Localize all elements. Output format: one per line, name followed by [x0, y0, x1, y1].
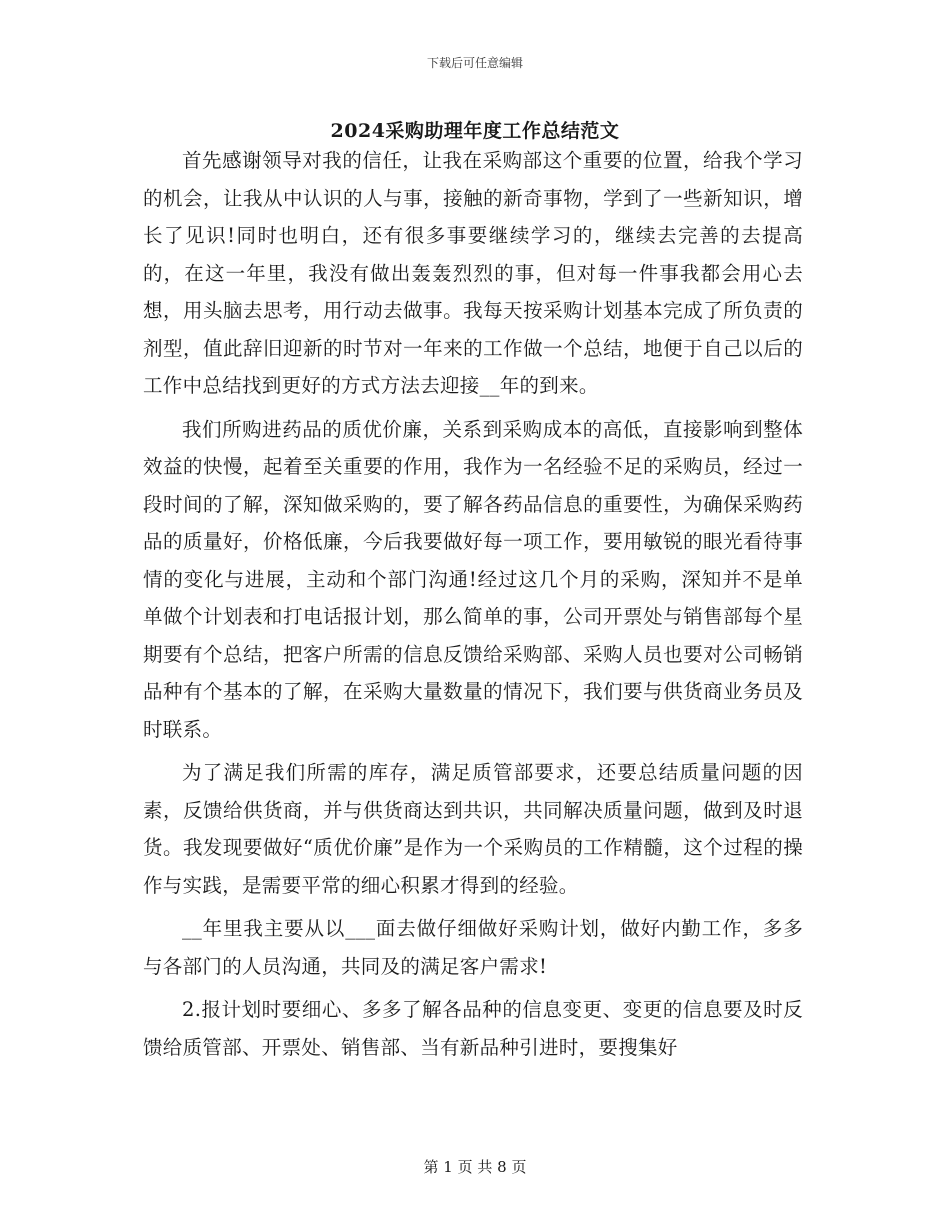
paragraph: 为了满足我们所需的库存，满足质管部要求，还要总结质量问题的因素，反馈给供货商，并与供货商达到共识，共同解决质量问题，做到及时退货。我发现要做好“质优价廉”是作为一个采购员的工作精髓，这个过程的操作与实践，是需要平常的细心积累才得到的经验。: [143, 761, 803, 897]
paragraph: 首先感谢领导对我的信任，让我在采购部这个重要的位置，给我个学习的机会，让我从中认识的人与事，接触的新奇事物，学到了一些新知识，增长了见识!同时也明白，还有很多事要继续学习的，继续去完善的去提高的，在这一年里，我没有做出轰轰烈烈的事，但对每一件事我都会用心去想，用头脑去思考，用行动去做事。我每天按采购计划基本完成了所负责的剂型，值此辞旧迎新的时节对一年来的工作做一个总结，地便于自己以后的工作中总结找到更好的方式方法去迎接__年的到来。: [143, 149, 803, 397]
paragraph: 2.报计划时要细心、多多了解各品种的信息变更、变更的信息要及时反馈给质管部、开票处、销售部、当有新品种引进时，要搜集好: [143, 998, 803, 1059]
paragraph: __年里我主要从以___面去做仔细做好采购计划，做好内勤工作，多多与各部门的人员沟通，共同及的满足客户需求!: [143, 917, 803, 978]
paragraph: 我们所购进药品的质优价廉，关系到采购成本的高低，直接影响到整体效益的快慢，起着至关重要的作用，我作为一名经验不足的采购员，经过一段时间的了解，深知做采购的，要了解各药品信息的重要性，为确保采购药品的质量好，价格低廉，今后我要做好每一项工作，要用敏锐的眼光看待事情的变化与进展，主动和个部门沟通!经过这几个月的采购，深知并不是单单做个计划表和打电话报计划，那么简单的事，公司开票处与销售部每个星期要有个总结，把客户所需的信息反馈给采购部、采购人员也要对公司畅销品种有个基本的了解，在采购大量数量的情况下，我们要与供货商业务员及时联系。: [143, 417, 803, 741]
page-header-note: 下载后可任意编辑: [426, 56, 523, 70]
document-title: 2024采购助理年度工作总结范文: [330, 120, 620, 142]
page-number: 第 1 页 共 8 页: [423, 1158, 527, 1176]
document-body: [143, 142, 803, 1072]
